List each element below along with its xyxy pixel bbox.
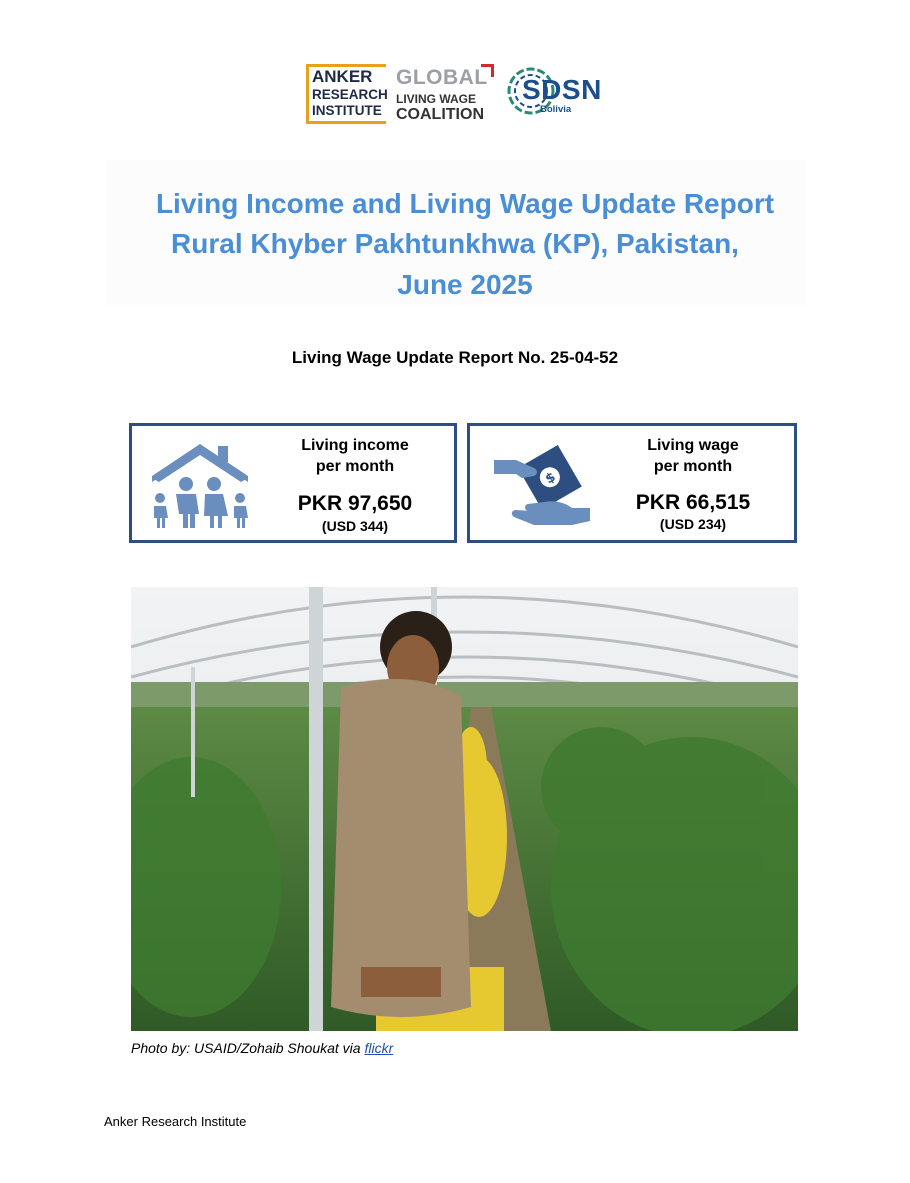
partner-logos bbox=[306, 60, 606, 126]
report-number: Living Wage Update Report No. 25-04-52 bbox=[291, 348, 619, 367]
living-wage-usd: (USD 234) bbox=[659, 516, 727, 532]
footer-text: Anker Research Institute bbox=[104, 1114, 247, 1129]
living-wage-label: Living wage per month bbox=[647, 437, 739, 475]
hand-money-icon bbox=[492, 440, 592, 532]
living-income-usd: (USD 344) bbox=[321, 518, 389, 534]
report-title-line-1: Living Income and Living Wage Update Report bbox=[155, 188, 775, 219]
flickr-link[interactable]: flickr bbox=[364, 1040, 394, 1056]
global-living-wage-coalition-logo: GLOBAL LIVING WAGE COALITION bbox=[396, 64, 496, 122]
living-income-box bbox=[129, 423, 457, 543]
farm-worker-photo bbox=[131, 587, 798, 1031]
sdsn-bolivia-logo: SDSN Bolivia bbox=[506, 60, 606, 122]
anker-research-institute-logo: ANKER RESEARCH INSTITUTE bbox=[306, 64, 386, 122]
photo-caption: Photo by: USAID/Zohaib Shoukat via flickr bbox=[131, 1040, 394, 1056]
family-house-icon bbox=[148, 440, 252, 530]
living-income-amount: PKR 97,650 bbox=[297, 492, 413, 515]
svg-text:$: $ bbox=[542, 469, 559, 488]
living-wage-box bbox=[467, 423, 797, 543]
living-wage-amount: PKR 66,515 bbox=[635, 491, 751, 514]
report-title-line-2: Rural Khyber Pakhtunkhwa (KP), Pakistan, bbox=[171, 228, 739, 259]
report-title-date: June 2025 bbox=[397, 269, 533, 300]
living-income-label: Living income per month bbox=[301, 437, 409, 475]
